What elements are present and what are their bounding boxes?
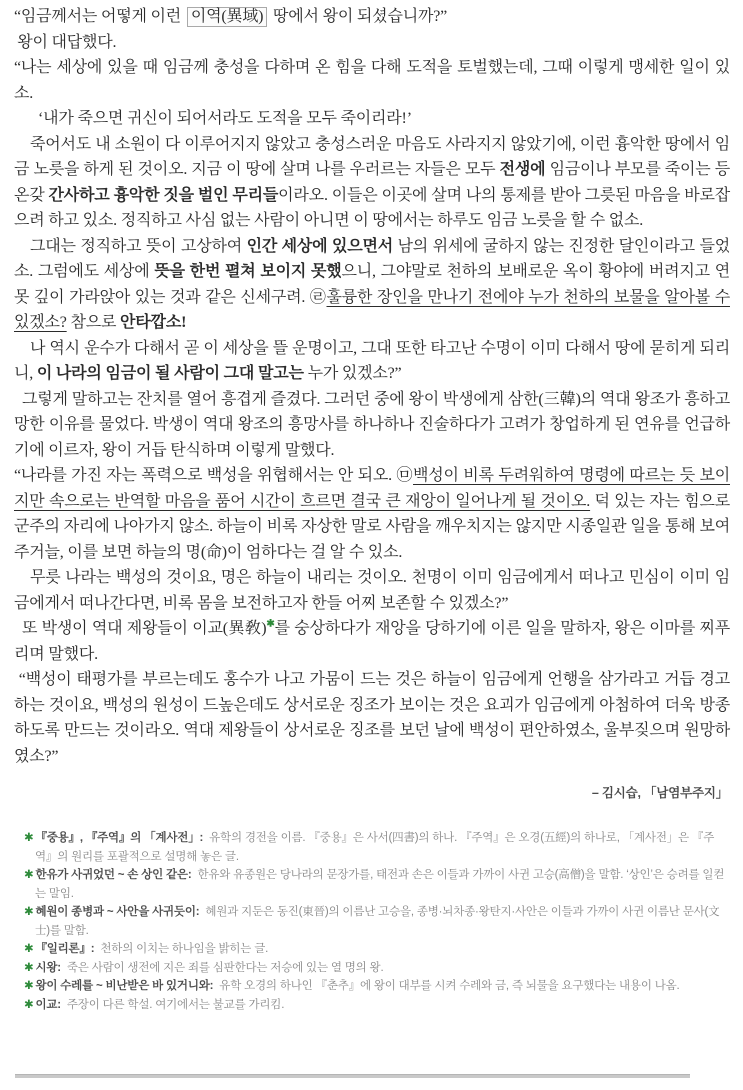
footnote-star-icon: ✱ [24, 906, 34, 918]
footnote-term: 『중용』, 『주역』의 「계사전」: [35, 832, 204, 844]
circled-reference-marker: ㉤ [396, 467, 414, 484]
emphasis-bold-text: 인간 세상에 있으면서 [246, 237, 393, 255]
footnote-definition: 죽은 사람이 생전에 지은 죄를 심판한다는 저승에 있는 열 명의 왕. [63, 961, 384, 974]
footnote-star-icon: ✱ [24, 998, 34, 1011]
passage-text: 참으로 [66, 314, 121, 331]
passage-text: 죽어서도 내 소원이 다 이루어지지 않았고 충성스러운 마음도 사라지지 않았기에, 이런 흉악한 땅에서 임금 노릇을 하게 된 것이오. 지금 이 땅에 살며 나를 우러르는 자들은 모두 [14, 135, 731, 178]
footnote-star-icon: ✱ [24, 961, 34, 974]
passage-paragraph [14, 30, 730, 56]
passage-text: ‘내가 죽으면 귀신이 되어서라도 도적을 모두 죽이리라!’ [38, 110, 412, 127]
footnote-star-icon: ✱ [266, 618, 275, 630]
footnote-star-icon: ✱ [24, 943, 34, 955]
source-attribution: – 김시습, 「남염부주지」 [591, 786, 728, 800]
emphasis-bold-text: 뜻을 한번 펼쳐 보이지 못했 [154, 263, 342, 280]
boxed-term: 이역(異域) [187, 7, 267, 27]
passage-text: 그렇게 말하고는 잔치를 열어 흥겹게 즐겼다. 그러던 중에 왕이 박생에게 삼한(三韓)의 역대 왕조가 흥하고 망한 이유를 물었다. 박생이 역대 왕조의 흥망사를 하나하나 진술하다가 고려가 창업하게 된 연유를 언급하기에 이르자, 왕이 거듭 탄식하며 이렇게 말했다. [14, 390, 730, 459]
footnote-term: 혜원이 종병과 ~ 사안을 사귀듯이: [35, 906, 200, 918]
passage-paragraph [14, 234, 730, 336]
footnote-item [24, 977, 730, 996]
passage-text: 또 박생이 역대 제왕들이 이교(異敎) [22, 620, 267, 637]
passage-paragraph [14, 667, 730, 769]
footnote-item [24, 866, 730, 903]
passage-text: 를 숭상하다가 재앙을 당하기에 이른 일을 말하자, 왕은 이마를 찌푸리며 말했다. [14, 620, 730, 663]
footnote-item [24, 829, 730, 866]
emphasis-bold-text: 이 나라의 임금이 될 사람이 그대 말고는 [36, 365, 304, 382]
footnote-star-icon: ✱ [24, 869, 34, 881]
footnote-term: 한유가 사귀었던 ~ 손 상인 같은: [35, 869, 192, 881]
footnote-item [24, 903, 730, 940]
passage-text: “나는 세상에 있을 때 임금께 충성을 다하며 온 힘을 다해 도적을 토벌했는데, 그때 이렇게 맹세한 일이 있소. [14, 59, 730, 102]
bottom-divider [15, 1074, 690, 1078]
footnote-term: 『일리론』: [35, 943, 95, 955]
footnote-item [24, 996, 730, 1015]
footnote-definition: 주장이 다른 학설. 여기에서는 불교를 가리킴. [63, 998, 285, 1011]
passage-paragraph [14, 387, 730, 464]
passage-text: 임금이나 부모를 죽이는 등 온갖 [14, 161, 730, 204]
passage-body [14, 4, 730, 769]
footnote-definition: 천하의 이치는 하나임을 밝히는 글. [97, 943, 269, 955]
passage-paragraph [14, 4, 730, 30]
emphasis-bold-text: 안타깝소! [120, 314, 187, 331]
footnote-glossary [14, 829, 730, 1014]
circled-reference-marker: ㉣ [309, 288, 327, 306]
passage-text: 왕이 대답했다. [17, 33, 117, 51]
footnote-item [24, 940, 730, 959]
passage-text: 나 역시 운수가 다해서 곧 이 세상을 뜰 운명이고, 그대 또한 타고난 수명이 이미 다해서 땅에 묻히게 되리니, [14, 339, 730, 382]
passage-text: “나라를 가진 자는 폭력으로 백성을 위협해서는 안 되오. [14, 467, 397, 484]
passage-text: “임금께서는 어떻게 이런 [14, 8, 185, 25]
passage-paragraph [14, 55, 730, 106]
footnote-definition: 한유와 유종원은 당나라의 문장가를, 태전과 손은 이들과 가까이 사귄 고승(高僧)을 말함. ‘상인’은 승려를 일컫는 말임. [35, 869, 725, 900]
footnote-star-icon: ✱ [24, 980, 34, 992]
passage-paragraph [14, 463, 730, 565]
passage-text: 그대는 정직하고 뜻이 고상하여 [30, 237, 247, 255]
passage-text: 이라오. 이들은 이곳에 살며 나의 통제를 받아 그릇된 마음을 바로잡으려 하고 있소. 정직하고 사심 없는 사람이 아니면 이 땅에서는 하루도 임금 노릇을 할 수 없소. [14, 186, 730, 229]
footnote-definition: 혜원과 지둔은 동진(東晉)의 이름난 고승을, 종병·뇌차종·왕탄지·사안은 이들과 가까이 사귄 이름난 문사(文士)를 말함. [35, 906, 720, 937]
underlined-reference-text: 백성이 비록 두려워하여 명령에 따르는 듯 보이지만 속으로는 반역할 마음을 품어 시간이 흐르면 결국 큰 재앙이 일어나게 될 것이오. [14, 467, 730, 510]
footnote-star-icon: ✱ [24, 832, 34, 844]
footnote-term: 왕이 수레를 ~ 비난받은 바 있거니와: [35, 980, 214, 992]
passage-text: 덕 있는 자는 힘으로 군주의 자리에 나아가지 않소. 하늘이 비록 자상한 말로 사람을 깨우치지는 않지만 시종일관 일을 통해 보여 주거늘, 이를 보면 하늘의 명(命)이 엄하다는 걸 알 수 있소. [14, 492, 731, 561]
passage-text: 땅에서 왕이 되셨습니까?” [269, 8, 448, 25]
emphasis-bold-text: 전생에 [499, 161, 546, 178]
footnote-definition: 유학의 경전을 이름. 『중용』은 사서(四書)의 하나. 『주역』은 오경(五經)의 하나로, 「계사전」은 『주역』의 원리를 포괄적으로 설명해 놓은 글. [35, 832, 715, 863]
passage-paragraph [14, 336, 730, 387]
passage-paragraph [14, 132, 730, 234]
footnote-term: 시왕: [35, 961, 61, 974]
passage-text: 으니, 그야말로 천하의 보배로운 옥이 황야에 버려지고 연못 깊이 가라앉아 있는 것과 같은 신세구려. [14, 263, 730, 306]
passage-text: 무릇 나라는 백성의 것이요, 명은 하늘이 내리는 것이오. 천명이 이미 임금에게서 떠나고 민심이 이미 임금에게서 떠나간다면, 비록 몸을 보전하고자 한들 어찌 보존할 수 있겠소?” [14, 569, 730, 612]
footnote-item [24, 959, 730, 978]
passage-text: 누가 있겠소?” [303, 365, 402, 382]
passage-text: 남의 위세에 굴하지 않는 진정한 달인이라고 들었소. 그럼에도 세상에 [14, 237, 730, 280]
footnote-term: 이교: [35, 998, 61, 1011]
underlined-reference-text: 훌륭한 장인을 만나기 전에야 누가 천하의 보물을 알아볼 수 있겠소? [14, 288, 730, 331]
emphasis-bold-text: 간사하고 흉악한 짓을 벌인 무리들 [48, 186, 279, 204]
passage-paragraph [14, 616, 730, 667]
passage-paragraph [14, 565, 730, 616]
passage-text: “백성이 태평가를 부르는데도 홍수가 나고 가뭄이 드는 것은 하늘이 임금에게 언행을 삼가라고 거듭 경고하는 것이요, 백성의 원성이 드높은데도 상서로운 징조가 보이는 것은 요괴가 임금에게 아첨하여 더욱 방종하도록 만드는 것이라오. 역대 제왕들이 상서로운 징조를 보던 날에 백성이 편안하였소, 울부짖으며 원망하였소?” [14, 671, 730, 765]
footnote-definition: 유학 오경의 하나인 『춘추』에 왕이 대부를 시켜 수레와 금, 즉 뇌물을 요구했다는 내용이 나옴. [216, 980, 680, 992]
passage-paragraph [14, 106, 730, 132]
